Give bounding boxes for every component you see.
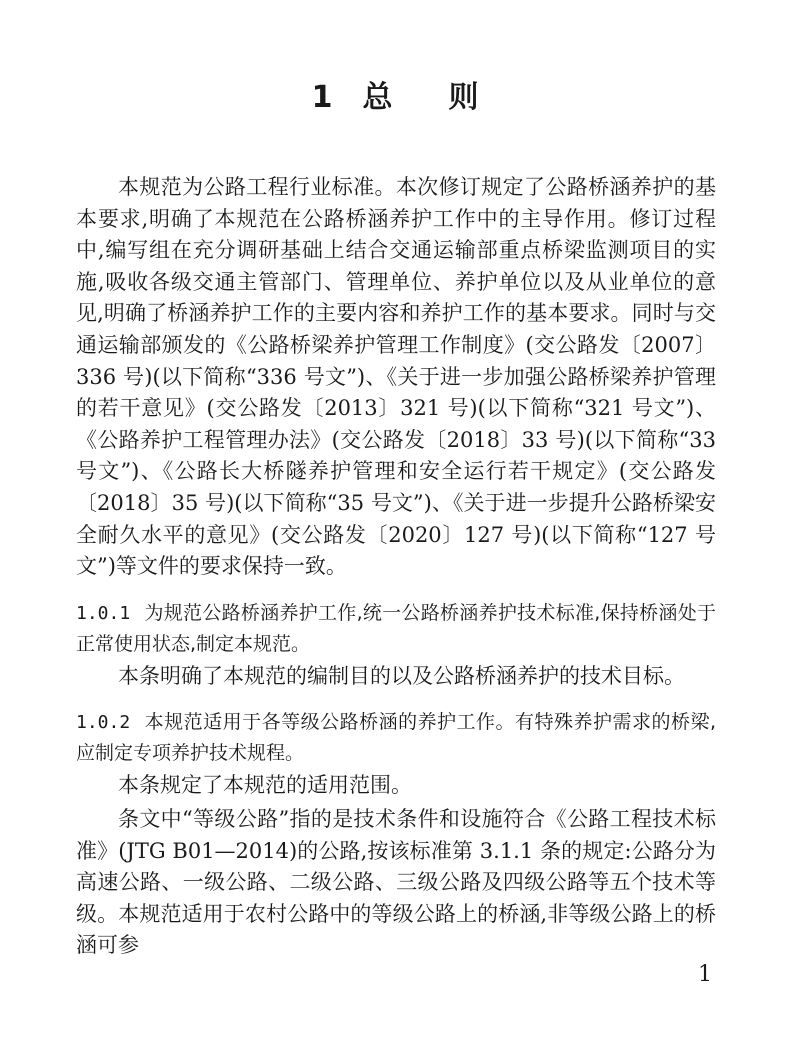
- chapter-title-char-2: 则: [448, 80, 479, 115]
- intro-paragraph: 本规范为公路工程行业标准。本次修订规定了公路桥涵养护的基本要求,明确了本规范在公路桥涵养护工作中的主导作用。修订过程中,编写组在充分调研基础上结合交通运输部重点桥梁监测项目的实施,吸收各级交通主管部门、管理单位、养护单位以及从业单位的意见,明确了桥涵养护工作的主要内容和养护工作的基本要求。同时与交通运输部颁发的《公路桥梁养护管理工作制度》(交公路发〔2007〕336 号)(以下简称“336 号文”)、《关于进一步加强公路桥梁养护管理的若干意见》(交公路发〔2013〕321 号)(以下简称“321 号文”)、《公路养护工程管理办法》(交公路发〔2018〕33 号)(以下简称“33 号文”)、《公路长大桥隧养护管理和安全运行若干规定》(交公路发〔2018〕35 号)(以下简称“35 号文”)、《关于进一步提升公路桥梁安全耐久水平的意见》(交公路发〔2020〕127 号)(以下简称“127 号文”)等文件的要求保持一致。: [76, 175, 716, 579]
- chapter-title: [0, 78, 790, 118]
- clause-text: 为规范公路桥涵养护工作,统一公路桥涵养护技术标准,保持桥涵处于正常使用状态,制定本规范。: [76, 601, 716, 655]
- chapter-title-char-1: 总: [362, 80, 393, 115]
- document-body: [76, 172, 716, 962]
- clause-1-0-2: [76, 707, 716, 768]
- clause-1-0-1: [76, 598, 716, 659]
- chapter-number: 1: [311, 80, 333, 115]
- page-number: 1: [698, 962, 712, 987]
- clause-text: 本规范适用于各等级公路桥涵的养护工作。有特殊养护需求的桥梁,应制定专项养护技术规程。: [76, 711, 716, 765]
- clause-note: 本条明确了本规范的编制目的以及公路桥涵养护的技术目标。: [118, 663, 685, 688]
- clause-note: 条文中“等级公路”指的是技术条件和设施符合《公路工程技术标准》(JTG B01—2014)的公路,按该标准第 3.1.1 条的规定:公路分为高速公路、一级公路、二级公路、三级公路及四级公路等五个技术等级。本规范适用于农村公路中的等级公路上的桥涵,非等级公路上的桥涵可参: [76, 806, 716, 958]
- clause-note: 本条规定了本规范的适用范围。: [118, 773, 412, 798]
- clause-number: 1.0.1: [76, 602, 131, 624]
- clause-number: 1.0.2: [76, 712, 131, 734]
